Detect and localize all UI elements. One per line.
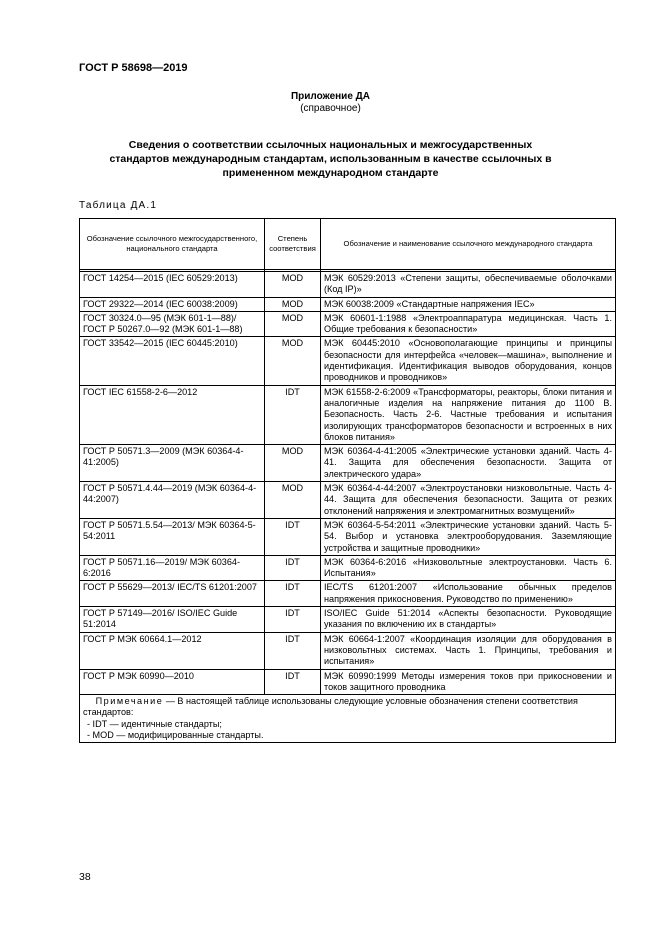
table-note — [80, 695, 616, 743]
table-row — [80, 518, 616, 555]
cell-international: МЭК 60364-4-44:2007 «Электроустановки низковольтные. Часть 4-44. Защита для обеспечения безопасности. Защита от резких отклонений напряжения и электромагнитных возмущений» — [321, 482, 616, 519]
cell-international: МЭК 60990:1999 Методы измерения токов при прикосновении и токов защитного проводника — [321, 669, 616, 695]
table-body — [80, 272, 616, 695]
cell-standard: ГОСТ Р 50571.3—2009 (МЭК 60364-4-41:2005) — [80, 445, 265, 482]
cell-degree: MOD — [265, 337, 321, 385]
table-row — [80, 669, 616, 695]
cell-international: МЭК 60364-5-54:2011 «Электрические установки зданий. Часть 5-54. Выбор и установка электрооборудования. Заземляющие устройства и защитные проводники» — [321, 518, 616, 555]
table-label: Таблица ДА.1 — [79, 200, 158, 211]
note-text: — В настоящей таблице использованы следующие условные обозначения степени соответствия стандартов: — [83, 696, 578, 718]
note-list — [83, 719, 612, 742]
table-row — [80, 632, 616, 669]
cell-international: МЭК 60364-4-41:2005 «Электрические установки зданий. Часть 4-41. Защита для обеспечения безопасности. Защита от электрического удара» — [321, 445, 616, 482]
cell-international: МЭК 60445:2010 «Основополагающие принципы и принципы безопасности для интерфейса «человек—машина», выполнение и идентификация. Идентификация выводов оборудования, концов проводников и проводников» — [321, 337, 616, 385]
table-row — [80, 337, 616, 385]
table-header-row — [80, 219, 616, 270]
cell-standard: ГОСТ 14254—2015 (IEC 60529:2013) — [80, 272, 265, 298]
column-header-degree: Степень соответствия — [265, 219, 321, 270]
table-note-row — [80, 695, 616, 743]
cell-degree: IDT — [265, 518, 321, 555]
cell-international: МЭК 60664-1:2007 «Координация изоляции для оборудования в низковольтных системах. Часть 1. Принципы, требования и испытания» — [321, 632, 616, 669]
note-item-mod: - MOD — модифицированные стандарты. — [87, 729, 264, 740]
table-row — [80, 555, 616, 581]
table-row — [80, 581, 616, 607]
appendix-header — [0, 91, 661, 115]
cell-standard: ГОСТ 29322—2014 (IEC 60038:2009) — [80, 297, 265, 311]
cell-standard: ГОСТ Р 50571.16—2019/ МЭК 60364-6:2016 — [80, 555, 265, 581]
note-text-block — [83, 696, 612, 719]
page-number: 38 — [79, 871, 91, 883]
cell-international: МЭК 60529:2013 «Степени защиты, обеспечиваемые оболочками (Код IP)» — [321, 272, 616, 298]
cell-standard: ГОСТ Р МЭК 60664.1—2012 — [80, 632, 265, 669]
correspondence-table — [79, 218, 616, 743]
cell-degree: MOD — [265, 445, 321, 482]
cell-standard: ГОСТ IEC 61558-2-6—2012 — [80, 385, 265, 444]
cell-standard: ГОСТ Р 50571.5.54—2013/ МЭК 60364-5-54:2011 — [80, 518, 265, 555]
note-label: Примечание — [95, 696, 164, 707]
cell-international: МЭК 61558-2-6:2009 «Трансформаторы, реакторы, блоки питания и аналогичные изделия на напряжение питания до 1100 В. Безопасность. Часть 2-6. Частные требования и испытания изолирующих трансформаторов безопасности и встроенных в них блоков питания» — [321, 385, 616, 444]
cell-international: МЭК 60038:2009 «Стандартные напряжения IEC» — [321, 297, 616, 311]
document-code: ГОСТ Р 58698—2019 — [79, 62, 188, 74]
table-row — [80, 272, 616, 298]
table-row — [80, 385, 616, 444]
cell-degree: IDT — [265, 581, 321, 607]
table-row — [80, 445, 616, 482]
cell-standard: ГОСТ 30324.0—95 (МЭК 601-1—88)/ ГОСТ Р 50267.0—92 (МЭК 601-1—88) — [80, 311, 265, 337]
cell-degree: MOD — [265, 272, 321, 298]
cell-international: МЭК 60364-6:2016 «Низковольтные электроустановки. Часть 6. Испытания» — [321, 555, 616, 581]
cell-degree: IDT — [265, 669, 321, 695]
cell-international: ISO/IEC Guide 51:2014 «Аспекты безопасности. Руководящие указания по включению их в стандарты» — [321, 607, 616, 633]
cell-standard: ГОСТ Р МЭК 60990—2010 — [80, 669, 265, 695]
cell-degree: MOD — [265, 482, 321, 519]
cell-degree: MOD — [265, 297, 321, 311]
column-header-standard: Обозначение ссылочного межгосударственного, национального стандарта — [80, 219, 265, 270]
cell-international: МЭК 60601-1:1988 «Электроаппаратура медицинская. Часть 1. Общие требования к безопасности» — [321, 311, 616, 337]
cell-degree: MOD — [265, 311, 321, 337]
cell-standard: ГОСТ 33542—2015 (IEC 60445:2010) — [80, 337, 265, 385]
cell-degree: IDT — [265, 555, 321, 581]
cell-standard: ГОСТ Р 50571.4.44—2019 (МЭК 60364-4-44:2007) — [80, 482, 265, 519]
appendix-subtitle: (справочное) — [300, 103, 361, 114]
cell-standard: ГОСТ Р 55629—2013/ IEC/TS 61201:2007 — [80, 581, 265, 607]
table-row — [80, 482, 616, 519]
table-row — [80, 607, 616, 633]
note-item-idt: - IDT — идентичные стандарты; — [87, 718, 222, 729]
cell-degree: IDT — [265, 607, 321, 633]
cell-degree: IDT — [265, 385, 321, 444]
column-header-international: Обозначение и наименование ссылочного международного стандарта — [321, 219, 616, 270]
section-heading: Сведения о соответствии ссылочных национальных и межгосударственных стандартов международным стандартам, использованным в качестве ссылочных в примененном международном стандарте — [109, 139, 552, 179]
appendix-title: Приложение ДА — [290, 91, 371, 102]
cell-standard: ГОСТ Р 57149—2016/ ISO/IEC Guide 51:2014 — [80, 607, 265, 633]
table-row — [80, 297, 616, 311]
table-row — [80, 311, 616, 337]
cell-degree: IDT — [265, 632, 321, 669]
cell-international: IEC/TS 61201:2007 «Использование обычных пределов напряжения прикосновения. Руководство по применению» — [321, 581, 616, 607]
